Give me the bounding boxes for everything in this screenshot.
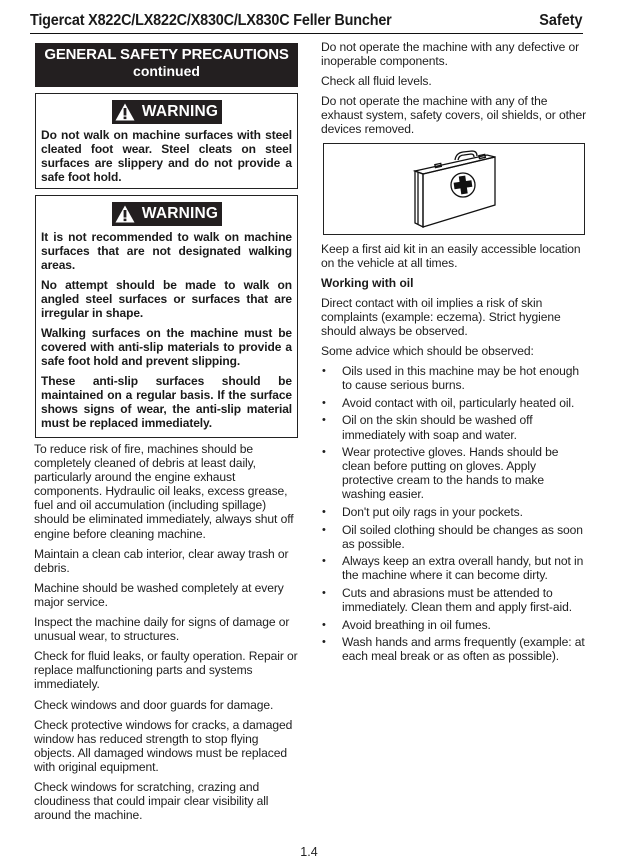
warning-text: Walking surfaces on the machine must be covered with anti-slip materials to provide a safe foot hold and prevent slipping.	[41, 326, 292, 368]
first-aid-note: Keep a first aid kit in an easily accessible location on the vehicle at all times.	[321, 241, 581, 270]
warning-text: No attempt should be made to walk on angled steel surfaces or surfaces that are irregular in shape.	[41, 278, 292, 320]
subheading-working-with-oil: Working with oil	[321, 275, 414, 290]
page-header	[30, 11, 583, 34]
list-item: • Avoid breathing in oil fumes.	[321, 618, 586, 632]
paragraph: Do not operate the machine with any of the exhaust system, safety covers, oil shields, or other devices removed.	[321, 94, 587, 137]
warning-text: Do not walk on machine surfaces with steel cleated foot wear. Steel cleats on steel surfaces are slippery and do not provide a safe foot hold.	[41, 128, 292, 184]
section-name: Safety	[539, 12, 583, 29]
list-item: • Oil on the skin should be washed off immediately with soap and water.	[321, 413, 586, 441]
list-item: • Always keep an extra overall handy, but not in the machine where it can become dirty.	[321, 554, 586, 582]
page-number: 1.4	[300, 845, 318, 859]
paragraph: Check windows and door guards for damage.	[34, 697, 274, 712]
warning-label: WARNING	[141, 103, 219, 120]
warning-text: It is not recommended to walk on machine surfaces that are not designated walking areas.	[41, 230, 292, 272]
list-item: • Wear protective gloves. Hands should be clean before putting on gloves. Apply protective cream to the hands to make washing easier.	[321, 445, 586, 501]
warning-triangle-icon	[115, 103, 135, 121]
list-item: • Wash hands and arms frequently (example: at each meal break or as often as possible).	[321, 635, 586, 663]
list-item: • Avoid contact with oil, particularly heated oil.	[321, 396, 586, 410]
paragraph: To reduce risk of fire, machines should be completely cleaned of debris at least daily, particularly around the engine exhaust components. Hydraulic oil leaks, excess grease, fuel and oil accumulation (including spillage) should be eliminated immediately, always shut off engine before cleaning machine.	[34, 442, 294, 541]
section-title: GENERAL SAFETY PRECAUTIONS	[44, 46, 289, 63]
list-item: • Oil soiled clothing should be changes as soon as possible.	[321, 523, 586, 551]
first-aid-kit-figure	[323, 143, 585, 235]
paragraph: Check protective windows for cracks, a damaged window has reduced strength to stop flying objects. All damaged windows must be replaced with original equipment.	[34, 717, 293, 774]
general-precautions-text	[34, 442, 298, 822]
warning-box-2	[35, 195, 298, 438]
warning-badge	[112, 202, 222, 226]
paragraph: Check for fluid leaks, or faulty operation. Repair or replace malfunctioning parts and systems immediately.	[34, 649, 298, 692]
oil-advice-list	[321, 364, 586, 663]
list-item: • Cuts and abrasions must be attended to immediately. Clean them and apply first-aid.	[321, 586, 586, 614]
paragraph: Inspect the machine daily for signs of damage or unusual wear, to structures.	[34, 615, 290, 644]
first-aid-kit-icon	[409, 149, 499, 229]
warning-triangle-icon	[115, 205, 135, 223]
paragraph: Some advice which should be observed:	[321, 344, 534, 359]
section-subtitle: continued	[133, 63, 200, 79]
section-title-box	[35, 43, 298, 87]
left-column	[35, 43, 298, 828]
list-item: • Don't put oily rags in your pockets.	[321, 505, 586, 519]
document-title: Tigercat X822C/LX822C/X830C/LX830C Feller Buncher	[30, 12, 392, 29]
paragraph: Check all fluid levels.	[321, 74, 432, 89]
warning-label: WARNING	[141, 205, 219, 222]
right-column	[321, 40, 586, 667]
list-item: • Oils used in this machine may be hot enough to cause serious burns.	[321, 364, 586, 392]
warning-box-1	[35, 93, 298, 189]
paragraph: Direct contact with oil implies a risk of skin complaints (example: eczema). Strict hygiene should always be observed.	[321, 295, 561, 338]
warning-badge	[112, 100, 222, 124]
paragraph: Maintain a clean cab interior, clear away trash or debris.	[34, 546, 289, 575]
paragraph: Do not operate the machine with any defective or inoperable components.	[321, 40, 580, 69]
warning-text: These anti-slip surfaces should be maintained on a regular basis. If the surface shows signs of wear, the anti-slip material must be replaced immediately.	[41, 374, 292, 430]
paragraph: Machine should be washed completely at every major service.	[34, 580, 284, 609]
paragraph: Check windows for scratching, crazing and cloudiness that could impair clear visibility all around the machine.	[34, 779, 269, 823]
